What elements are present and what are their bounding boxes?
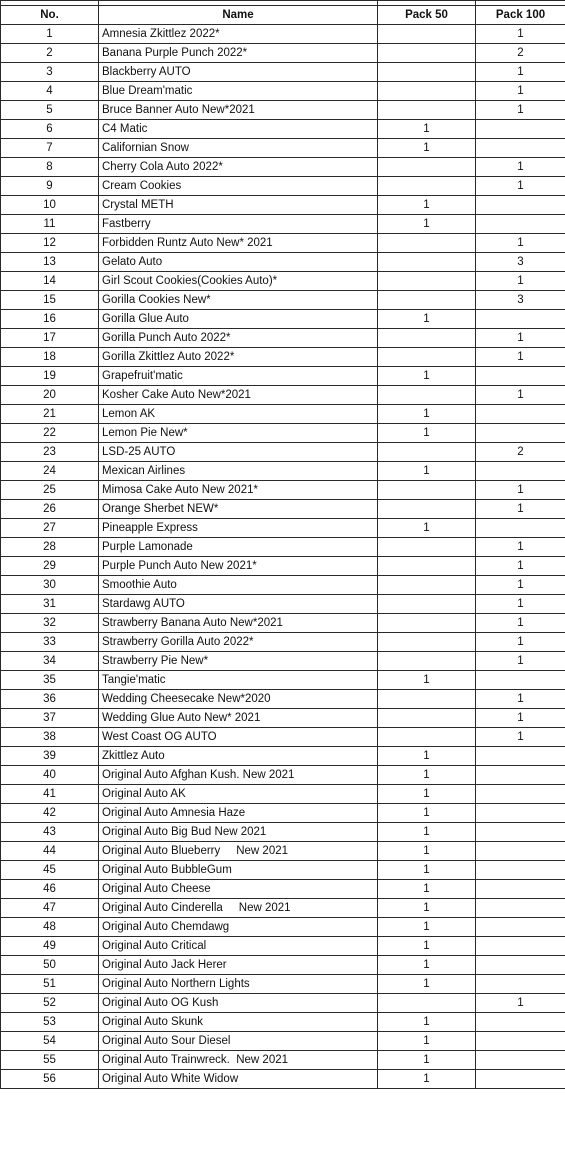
cell-pack-50 [378, 633, 476, 652]
table-row [1, 25, 565, 44]
cell-name: Original Auto Sour Diesel [99, 1032, 378, 1051]
cell-name: Wedding Glue Auto New* 2021 [99, 709, 378, 728]
table-row [1, 747, 565, 766]
cell-name: Original Auto Critical [99, 937, 378, 956]
cell-pack-50 [378, 158, 476, 177]
cell-name: Purple Punch Auto New 2021* [99, 557, 378, 576]
table-row [1, 823, 565, 842]
cell-pack-100: 1 [476, 386, 565, 405]
table-row [1, 766, 565, 785]
cell-no: 45 [1, 861, 99, 880]
cell-pack-100 [476, 937, 565, 956]
column-header-no: No. [1, 6, 99, 25]
cell-pack-100 [476, 519, 565, 538]
cell-pack-100: 1 [476, 690, 565, 709]
cell-no: 28 [1, 538, 99, 557]
table-body [1, 25, 565, 1089]
table-row [1, 405, 565, 424]
cell-no: 38 [1, 728, 99, 747]
cell-no: 53 [1, 1013, 99, 1032]
cell-pack-50: 1 [378, 823, 476, 842]
cell-no: 24 [1, 462, 99, 481]
cell-no: 2 [1, 44, 99, 63]
cell-name: Mimosa Cake Auto New 2021* [99, 481, 378, 500]
cell-pack-50: 1 [378, 671, 476, 690]
cell-pack-100 [476, 975, 565, 994]
cell-no: 40 [1, 766, 99, 785]
cell-pack-50 [378, 386, 476, 405]
table-row [1, 291, 565, 310]
table-row [1, 975, 565, 994]
cell-no: 41 [1, 785, 99, 804]
cell-name: Stardawg AUTO [99, 595, 378, 614]
cell-no: 43 [1, 823, 99, 842]
cell-pack-50 [378, 690, 476, 709]
table-row [1, 500, 565, 519]
cell-pack-100: 1 [476, 25, 565, 44]
column-header-pack-100: Pack 100 [476, 6, 565, 25]
cell-name: Grapefruit'matic [99, 367, 378, 386]
cell-no: 42 [1, 804, 99, 823]
table-row [1, 101, 565, 120]
cell-pack-100: 1 [476, 576, 565, 595]
table-row [1, 367, 565, 386]
table-row [1, 329, 565, 348]
cell-no: 15 [1, 291, 99, 310]
table-row [1, 614, 565, 633]
cell-pack-100 [476, 918, 565, 937]
cell-pack-100 [476, 956, 565, 975]
cell-pack-50 [378, 101, 476, 120]
cell-name: Strawberry Gorilla Auto 2022* [99, 633, 378, 652]
table-row [1, 937, 565, 956]
cell-no: 17 [1, 329, 99, 348]
cell-pack-50 [378, 614, 476, 633]
cell-pack-100 [476, 747, 565, 766]
cell-pack-100 [476, 139, 565, 158]
table-row [1, 519, 565, 538]
cell-pack-100 [476, 880, 565, 899]
table-row [1, 880, 565, 899]
cell-name: Bruce Banner Auto New*2021 [99, 101, 378, 120]
cell-pack-50 [378, 557, 476, 576]
cell-name: Original Auto AK [99, 785, 378, 804]
cell-no: 12 [1, 234, 99, 253]
cell-pack-100 [476, 766, 565, 785]
cell-pack-100 [476, 861, 565, 880]
table-row [1, 842, 565, 861]
cell-pack-100: 1 [476, 633, 565, 652]
cell-pack-100 [476, 1032, 565, 1051]
cell-pack-100 [476, 120, 565, 139]
cell-no: 14 [1, 272, 99, 291]
cell-name: Lemon AK [99, 405, 378, 424]
cell-name: Gorilla Cookies New* [99, 291, 378, 310]
table-row [1, 158, 565, 177]
table-row [1, 310, 565, 329]
cell-name: Original Auto Trainwreck. New 2021 [99, 1051, 378, 1070]
cell-name: Original Auto Northern Lights [99, 975, 378, 994]
table-row [1, 1013, 565, 1032]
cell-pack-50: 1 [378, 424, 476, 443]
cell-no: 1 [1, 25, 99, 44]
cell-pack-50: 1 [378, 880, 476, 899]
cell-no: 36 [1, 690, 99, 709]
cell-no: 8 [1, 158, 99, 177]
cell-pack-50: 1 [378, 975, 476, 994]
cell-pack-100 [476, 462, 565, 481]
cell-pack-100 [476, 804, 565, 823]
cell-no: 56 [1, 1070, 99, 1089]
table-row [1, 348, 565, 367]
cell-pack-100 [476, 215, 565, 234]
cell-pack-100 [476, 823, 565, 842]
table-row [1, 424, 565, 443]
cell-name: LSD-25 AUTO [99, 443, 378, 462]
table-row [1, 576, 565, 595]
cell-pack-50: 1 [378, 1013, 476, 1032]
table-row [1, 1051, 565, 1070]
cell-pack-50: 1 [378, 861, 476, 880]
cell-pack-50 [378, 272, 476, 291]
cell-name: Gorilla Zkittlez Auto 2022* [99, 348, 378, 367]
cell-pack-100 [476, 196, 565, 215]
cell-no: 4 [1, 82, 99, 101]
cell-name: Original Auto Afghan Kush. New 2021 [99, 766, 378, 785]
cell-pack-100: 1 [476, 82, 565, 101]
cell-pack-50 [378, 652, 476, 671]
cell-name: Californian Snow [99, 139, 378, 158]
table-row [1, 557, 565, 576]
cell-name: Kosher Cake Auto New*2021 [99, 386, 378, 405]
cell-pack-50: 1 [378, 842, 476, 861]
cell-name: West Coast OG AUTO [99, 728, 378, 747]
cell-name: C4 Matic [99, 120, 378, 139]
cell-no: 27 [1, 519, 99, 538]
cell-name: Blue Dream'matic [99, 82, 378, 101]
table-row [1, 671, 565, 690]
cell-pack-50: 1 [378, 405, 476, 424]
cell-no: 32 [1, 614, 99, 633]
table-row [1, 177, 565, 196]
cell-no: 9 [1, 177, 99, 196]
cell-pack-100: 2 [476, 44, 565, 63]
cell-pack-100: 1 [476, 329, 565, 348]
cell-pack-100: 1 [476, 481, 565, 500]
cell-name: Pineapple Express [99, 519, 378, 538]
cell-no: 52 [1, 994, 99, 1013]
cell-pack-50: 1 [378, 918, 476, 937]
table-row [1, 253, 565, 272]
cell-pack-100: 1 [476, 614, 565, 633]
cell-name: Original Auto BubbleGum [99, 861, 378, 880]
cell-pack-100: 1 [476, 101, 565, 120]
table-row [1, 215, 565, 234]
cell-pack-50: 1 [378, 937, 476, 956]
cell-name: Fastberry [99, 215, 378, 234]
cell-name: Original Auto OG Kush [99, 994, 378, 1013]
cell-name: Banana Purple Punch 2022* [99, 44, 378, 63]
cell-name: Original Auto Cheese [99, 880, 378, 899]
cell-pack-50: 1 [378, 139, 476, 158]
cell-pack-100 [476, 367, 565, 386]
cell-no: 48 [1, 918, 99, 937]
cell-no: 34 [1, 652, 99, 671]
cell-pack-100: 1 [476, 557, 565, 576]
cell-no: 50 [1, 956, 99, 975]
cell-no: 49 [1, 937, 99, 956]
cell-pack-50 [378, 63, 476, 82]
cell-name: Strawberry Banana Auto New*2021 [99, 614, 378, 633]
column-header-name: Name [99, 6, 378, 25]
cell-pack-50 [378, 348, 476, 367]
table-row [1, 652, 565, 671]
table-row [1, 120, 565, 139]
cell-name: Original Auto Big Bud New 2021 [99, 823, 378, 842]
table-row [1, 234, 565, 253]
cell-pack-100: 1 [476, 709, 565, 728]
table-row [1, 63, 565, 82]
cell-no: 33 [1, 633, 99, 652]
cell-no: 22 [1, 424, 99, 443]
cell-pack-50: 1 [378, 1070, 476, 1089]
cell-no: 47 [1, 899, 99, 918]
cell-no: 19 [1, 367, 99, 386]
table-row [1, 44, 565, 63]
cell-name: Original Auto Amnesia Haze [99, 804, 378, 823]
table-row [1, 1070, 565, 1089]
cell-pack-100 [476, 842, 565, 861]
cell-pack-50: 1 [378, 120, 476, 139]
table-row [1, 139, 565, 158]
cell-no: 35 [1, 671, 99, 690]
cell-pack-50: 1 [378, 899, 476, 918]
cell-pack-100: 1 [476, 652, 565, 671]
cell-pack-50: 1 [378, 519, 476, 538]
cell-pack-100 [476, 671, 565, 690]
cell-pack-50 [378, 82, 476, 101]
cell-no: 13 [1, 253, 99, 272]
cell-name: Forbidden Runtz Auto New* 2021 [99, 234, 378, 253]
cell-pack-100: 1 [476, 728, 565, 747]
cell-no: 55 [1, 1051, 99, 1070]
cell-pack-50 [378, 538, 476, 557]
cell-pack-100: 1 [476, 994, 565, 1013]
cell-pack-100: 1 [476, 272, 565, 291]
cell-pack-50: 1 [378, 310, 476, 329]
cell-no: 37 [1, 709, 99, 728]
cell-pack-100: 1 [476, 158, 565, 177]
table-row [1, 709, 565, 728]
cell-pack-50 [378, 291, 476, 310]
cell-pack-50 [378, 709, 476, 728]
cell-pack-100: 2 [476, 443, 565, 462]
cell-pack-50 [378, 500, 476, 519]
cell-no: 46 [1, 880, 99, 899]
cell-pack-50 [378, 234, 476, 253]
cell-pack-50: 1 [378, 956, 476, 975]
cell-no: 23 [1, 443, 99, 462]
cell-pack-50: 1 [378, 747, 476, 766]
cell-pack-100: 1 [476, 538, 565, 557]
cell-no: 54 [1, 1032, 99, 1051]
cell-pack-100: 1 [476, 595, 565, 614]
cell-pack-100: 1 [476, 348, 565, 367]
cell-pack-50: 1 [378, 215, 476, 234]
cell-no: 16 [1, 310, 99, 329]
cell-no: 5 [1, 101, 99, 120]
cell-name: Tangie'matic [99, 671, 378, 690]
cell-pack-100 [476, 899, 565, 918]
table-row [1, 690, 565, 709]
table-row [1, 804, 565, 823]
cell-no: 31 [1, 595, 99, 614]
cell-name: Crystal METH [99, 196, 378, 215]
cell-pack-50 [378, 595, 476, 614]
column-header-pack-50: Pack 50 [378, 6, 476, 25]
cell-no: 30 [1, 576, 99, 595]
cell-name: Amnesia Zkittlez 2022* [99, 25, 378, 44]
cell-name: Original Auto Jack Herer [99, 956, 378, 975]
cell-name: Cream Cookies [99, 177, 378, 196]
table-row [1, 633, 565, 652]
table-row [1, 481, 565, 500]
cell-pack-100 [476, 1070, 565, 1089]
cell-pack-50 [378, 329, 476, 348]
cell-name: Mexican Airlines [99, 462, 378, 481]
cell-pack-50 [378, 253, 476, 272]
table-row [1, 861, 565, 880]
cell-pack-100 [476, 785, 565, 804]
cell-pack-50 [378, 576, 476, 595]
cell-pack-100 [476, 424, 565, 443]
table-row [1, 595, 565, 614]
table-row [1, 728, 565, 747]
table-row [1, 82, 565, 101]
table-row [1, 918, 565, 937]
cell-pack-100: 1 [476, 234, 565, 253]
cell-pack-100: 1 [476, 177, 565, 196]
cell-pack-100: 1 [476, 63, 565, 82]
cell-name: Original Auto Chemdawg [99, 918, 378, 937]
cell-pack-50: 1 [378, 462, 476, 481]
cell-name: Orange Sherbet NEW* [99, 500, 378, 519]
cell-no: 11 [1, 215, 99, 234]
cell-name: Girl Scout Cookies(Cookies Auto)* [99, 272, 378, 291]
cell-pack-100: 3 [476, 291, 565, 310]
cell-pack-100: 3 [476, 253, 565, 272]
cell-no: 18 [1, 348, 99, 367]
table-row [1, 1032, 565, 1051]
cell-name: Original Auto Blueberry New 2021 [99, 842, 378, 861]
cell-pack-50: 1 [378, 804, 476, 823]
cell-pack-50: 1 [378, 785, 476, 804]
cell-name: Blackberry AUTO [99, 63, 378, 82]
cell-name: Gelato Auto [99, 253, 378, 272]
table-row [1, 272, 565, 291]
cell-no: 25 [1, 481, 99, 500]
cell-pack-50 [378, 481, 476, 500]
cell-no: 51 [1, 975, 99, 994]
cell-name: Gorilla Glue Auto [99, 310, 378, 329]
cell-name: Zkittlez Auto [99, 747, 378, 766]
cell-no: 29 [1, 557, 99, 576]
cell-pack-50 [378, 443, 476, 462]
cell-name: Strawberry Pie New* [99, 652, 378, 671]
cell-name: Purple Lamonade [99, 538, 378, 557]
cell-name: Cherry Cola Auto 2022* [99, 158, 378, 177]
cell-pack-50 [378, 994, 476, 1013]
cell-name: Lemon Pie New* [99, 424, 378, 443]
table-row [1, 196, 565, 215]
cell-name: Gorilla Punch Auto 2022* [99, 329, 378, 348]
cell-pack-50 [378, 728, 476, 747]
cell-name: Wedding Cheesecake New*2020 [99, 690, 378, 709]
cell-no: 3 [1, 63, 99, 82]
table-row [1, 899, 565, 918]
cell-name: Original Auto Cinderella New 2021 [99, 899, 378, 918]
cell-no: 44 [1, 842, 99, 861]
cell-no: 20 [1, 386, 99, 405]
cell-pack-50 [378, 25, 476, 44]
cell-no: 21 [1, 405, 99, 424]
cell-pack-50 [378, 177, 476, 196]
table-row [1, 538, 565, 557]
cell-pack-50: 1 [378, 196, 476, 215]
cell-no: 39 [1, 747, 99, 766]
table-row [1, 462, 565, 481]
cell-pack-50: 1 [378, 1051, 476, 1070]
cell-name: Smoothie Auto [99, 576, 378, 595]
cell-name: Original Auto White Widow [99, 1070, 378, 1089]
table-row [1, 994, 565, 1013]
cell-name: Original Auto Skunk [99, 1013, 378, 1032]
cell-no: 6 [1, 120, 99, 139]
cell-no: 10 [1, 196, 99, 215]
cell-pack-100: 1 [476, 500, 565, 519]
table-row [1, 785, 565, 804]
cell-pack-100 [476, 405, 565, 424]
header-row [1, 6, 565, 25]
cell-pack-50: 1 [378, 766, 476, 785]
cell-pack-50: 1 [378, 367, 476, 386]
cell-pack-50 [378, 44, 476, 63]
cell-pack-50: 1 [378, 1032, 476, 1051]
cell-pack-100 [476, 1013, 565, 1032]
cell-no: 26 [1, 500, 99, 519]
cell-pack-100 [476, 1051, 565, 1070]
table-row [1, 443, 565, 462]
cell-no: 7 [1, 139, 99, 158]
cell-pack-100 [476, 310, 565, 329]
table-row [1, 956, 565, 975]
table-row [1, 386, 565, 405]
